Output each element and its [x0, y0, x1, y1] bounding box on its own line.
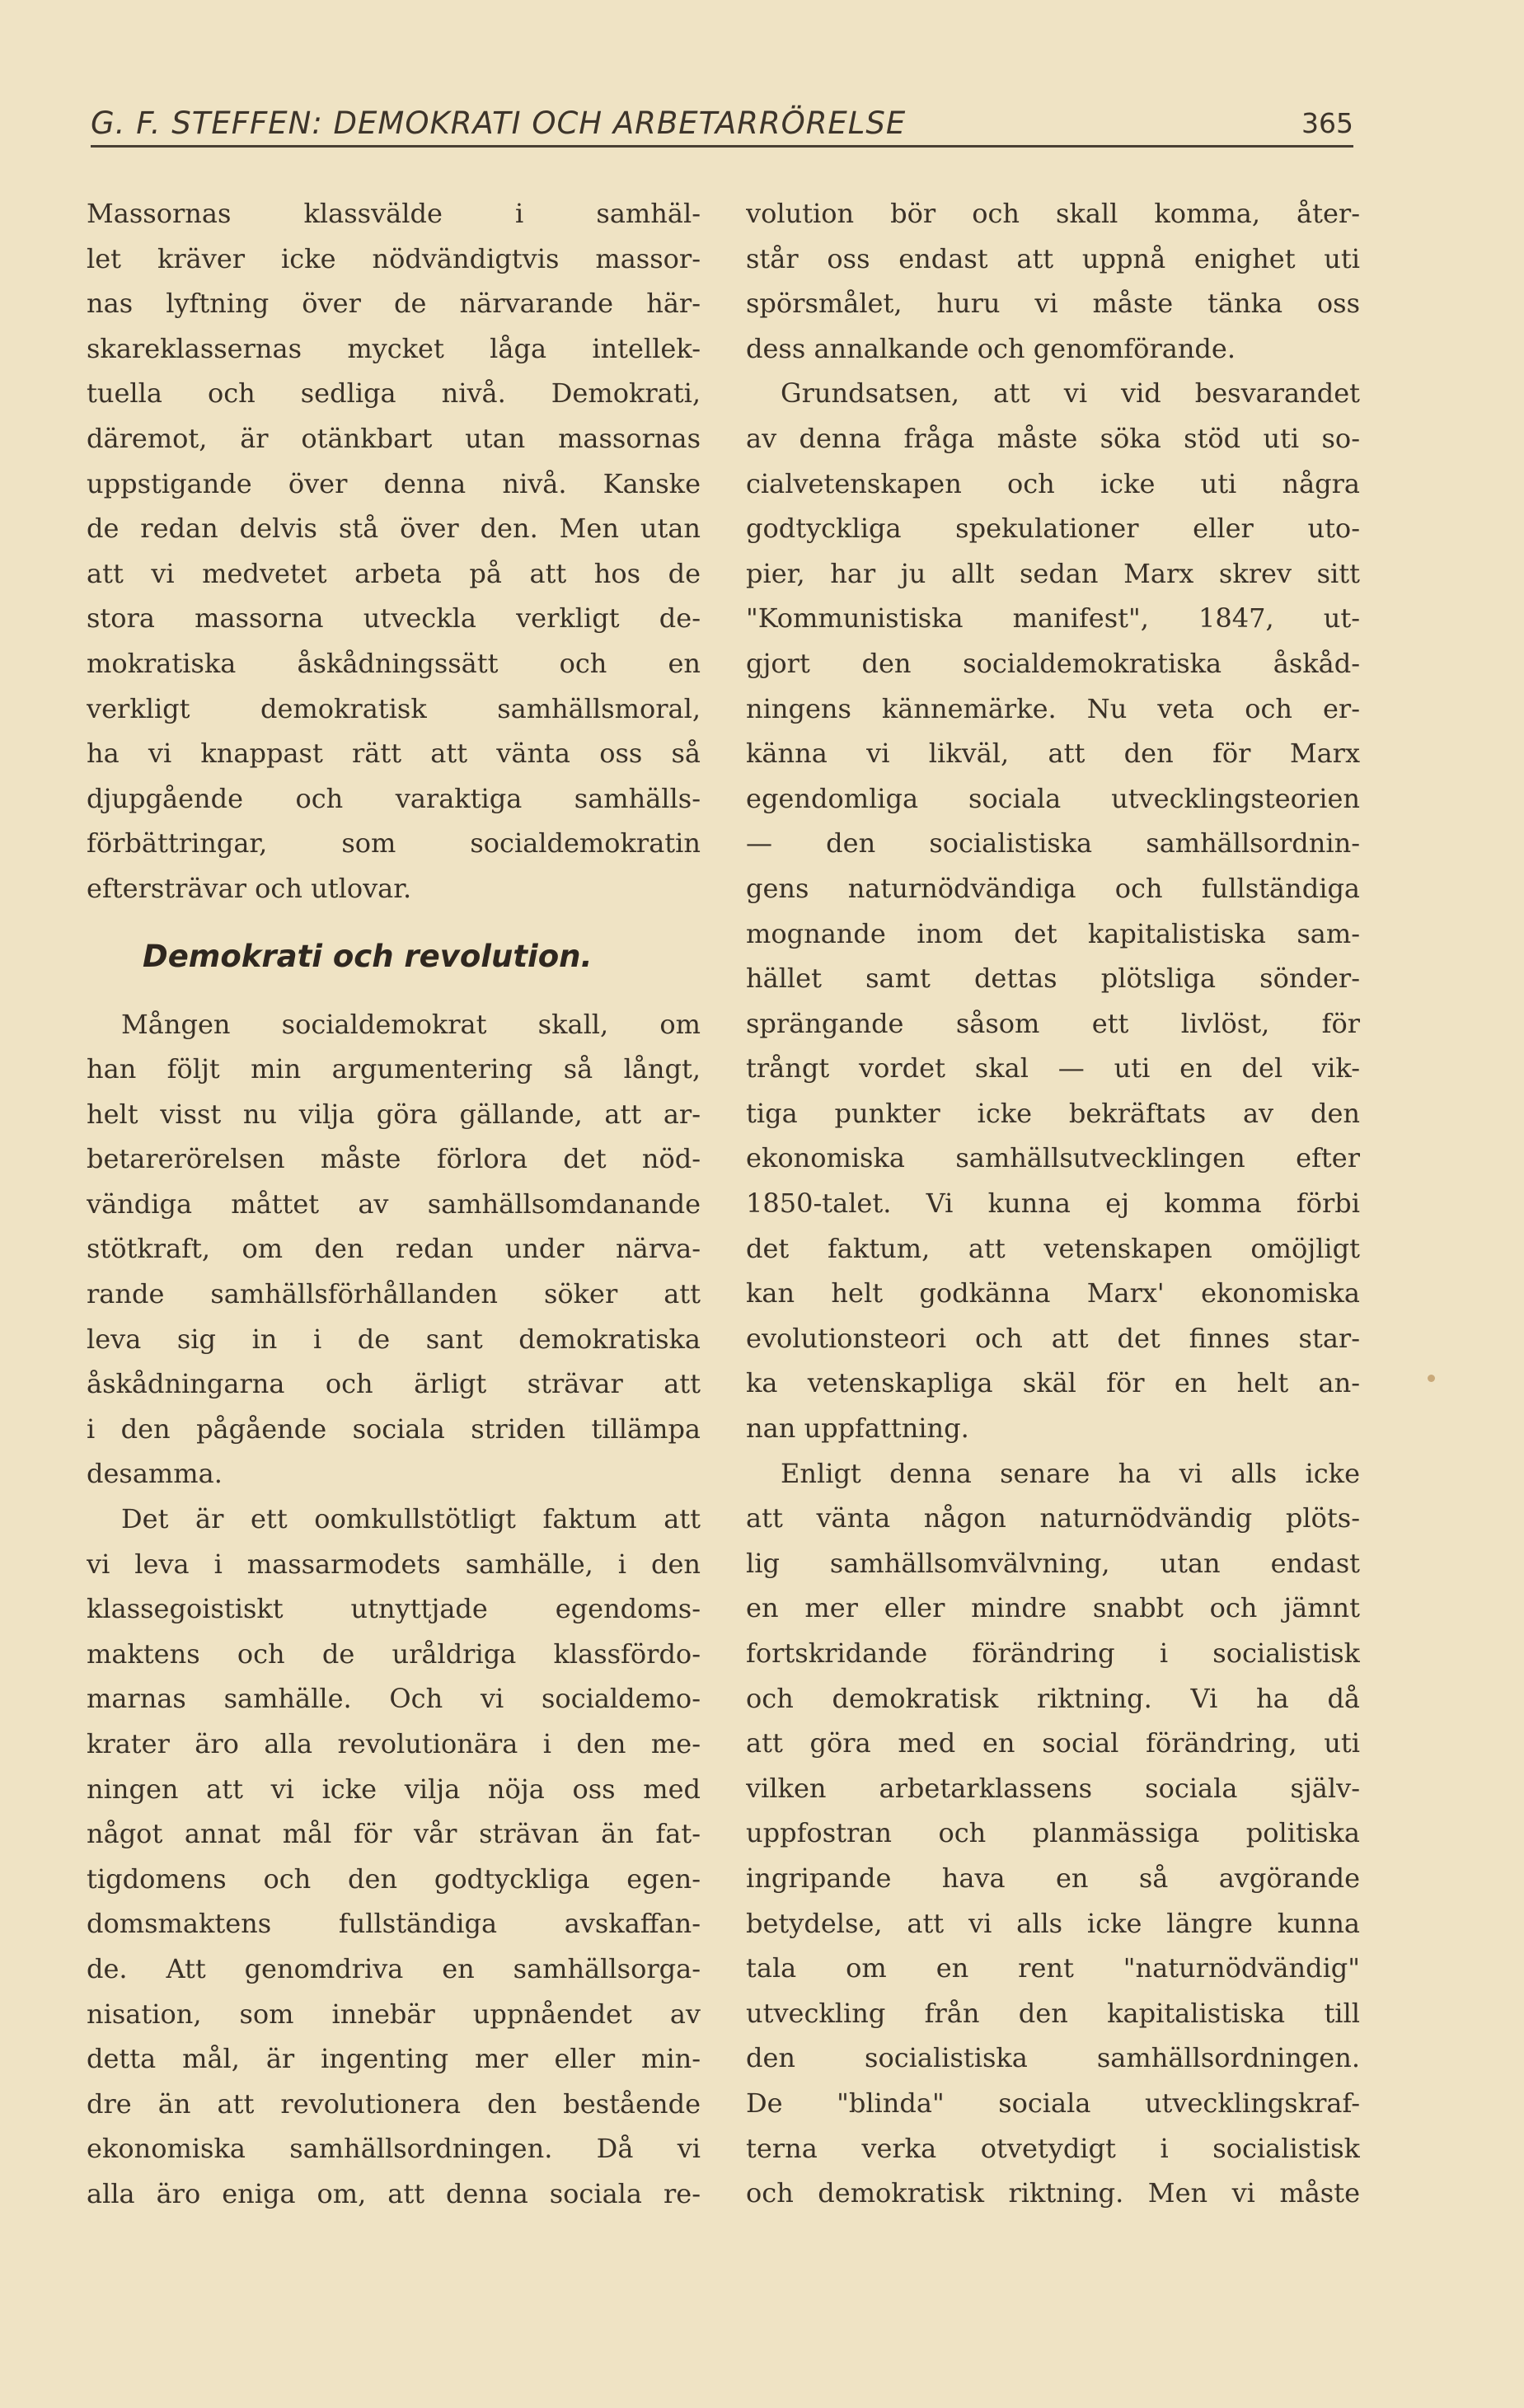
text-line: rande samhällsförhållanden söker att [87, 1278, 701, 1310]
text-line: Enligt denna senare ha vi alls icke [781, 1457, 1360, 1489]
right-column [746, 191, 1360, 2216]
text-line: i den pågående sociala striden tillämpa [87, 1412, 701, 1445]
text-line: nisation, som innebär uppnåendet av [87, 1998, 701, 2030]
text-line: det faktum, att vetenskapen omöjligt [746, 1232, 1360, 1264]
text-line: egendomliga sociala utvecklingsteorien [746, 782, 1360, 814]
text-line: tuella och sedliga nivå. Demokrati, [87, 377, 701, 410]
text-line: tala om en rent "naturnödvändig" [746, 1952, 1360, 1984]
right-paragraph-block-1 [746, 191, 1360, 1451]
text-line: ekonomiska samhällsutvecklingen efter [746, 1142, 1360, 1174]
text-line: evolutionsteori och att det finnes star- [746, 1322, 1360, 1354]
text-line: han följt min argumentering så långt, [87, 1053, 701, 1085]
text-line: betarerörelsen måste förlora det nöd- [87, 1143, 701, 1175]
text-line: ningen att vi icke vilja nöja oss med [87, 1773, 701, 1805]
text-line: den socialistiska samhällsordningen. [746, 2042, 1360, 2074]
left-paragraph-block-1 [87, 191, 701, 911]
text-line: spörsmålet, huru vi måste tänka oss [746, 288, 1360, 320]
page-number: 365 [1301, 107, 1353, 139]
text-line: Det är ett oomkullstötligt faktum att [121, 1503, 701, 1535]
left-column [87, 191, 701, 2217]
text-line: ka vetenskapliga skäl för en helt an- [746, 1367, 1360, 1399]
text-line: "Kommunistiska manifest", 1847, ut- [746, 602, 1360, 635]
text-line: tigdomens och den godtyckliga egen- [87, 1862, 701, 1895]
text-line: mokratiska åskådningssätt och en [87, 647, 701, 679]
text-line: åskådningarna och ärligt strävar att [87, 1368, 701, 1400]
text-line: vändiga måttet av samhällsomdanande [87, 1188, 701, 1220]
text-line: De "blinda" sociala utvecklingskraf- [746, 2087, 1360, 2119]
left-paragraph-block-2 [87, 1002, 701, 2217]
text-line: Massornas klassvälde i samhäl- [87, 198, 701, 229]
text-line: gens naturnödvändiga och fullständiga [746, 872, 1360, 904]
text-line: av denna fråga måste söka stöd uti so- [746, 422, 1360, 454]
text-line: lig samhällsomvälvning, utan endast [746, 1547, 1360, 1579]
text-line: cialvetenskapen och icke uti några [746, 467, 1360, 499]
text-line: dre än att revolutionera den bestående [87, 2087, 701, 2120]
right-paragraph-block-2 [746, 1451, 1360, 2216]
text-line: stötkraft, om den redan under närva- [87, 1233, 701, 1265]
text-line: leva sig in i de sant demokratiska [87, 1323, 701, 1355]
text-line: Grundsatsen, att vi vid besvarandet [781, 377, 1360, 410]
text-line: att göra med en social förändring, uti [746, 1727, 1360, 1759]
section-heading: Demokrati och revolution. [143, 938, 593, 974]
text-line: kan helt godkänna Marx' ekonomiska [746, 1277, 1360, 1309]
text-line: står oss endast att uppnå enighet uti [746, 242, 1360, 274]
text-line: helt visst nu vilja göra gällande, att ar- [87, 1098, 701, 1130]
text-line: stora massorna utveckla verkligt de- [87, 602, 701, 635]
text-line: dess annalkande och genomförande. [746, 332, 1236, 364]
text-line: de. Att genomdriva en samhällsorga- [87, 1952, 701, 1984]
text-line: utveckling från den kapitalistiska till [746, 1997, 1360, 2029]
text-line: let kräver icke nödvändigtvis massor- [87, 242, 701, 274]
text-line: att vi medvetet arbeta på att hos de [87, 557, 701, 589]
header-title: G. F. STEFFEN: DEMOKRATI OCH ARBETARRÖRELSE [91, 105, 907, 141]
text-line: känna vi likväl, att den för Marx [746, 738, 1360, 770]
text-line: mognande inom det kapitalistiska sam- [746, 917, 1360, 949]
text-line: och demokratisk riktning. Vi ha då [746, 1682, 1360, 1714]
text-line: hället samt dettas plötsliga sönder- [746, 963, 1360, 995]
text-line: förbättringar, som socialdemokratin [87, 827, 701, 860]
text-line: — den socialistiska samhällsordnin- [746, 827, 1360, 860]
text-line: vi leva i massarmodets samhälle, i den [87, 1548, 701, 1580]
text-line: godtyckliga spekulationer eller uto- [746, 513, 1360, 545]
text-line: ekonomiska samhällsordningen. Då vi [87, 2133, 701, 2165]
text-line: nan uppfattning. [746, 1412, 969, 1445]
text-line: nas lyftning över de närvarande här- [87, 288, 701, 320]
text-line: ningens kännemärke. Nu veta och er- [746, 692, 1360, 724]
text-line: eftersträvar och utlovar. [87, 872, 412, 904]
text-line: maktens och de uråldriga klassfördo- [87, 1637, 701, 1670]
text-line: att vänta någon naturnödvändig plöts- [746, 1502, 1360, 1534]
text-line: ingripande hava en så avgörande [746, 1862, 1360, 1894]
text-line: tiga punkter icke bekräftats av den [746, 1097, 1360, 1129]
text-line: volution bör och skall komma, åter- [746, 198, 1360, 229]
text-line: en mer eller mindre snabbt och jämnt [746, 1592, 1360, 1624]
text-line: vilken arbetarklassens sociala själv- [746, 1772, 1360, 1804]
text-line: trångt vordet skal — uti en del vik- [746, 1052, 1360, 1085]
text-line: något annat mål för vår strävan än fat- [87, 1818, 701, 1850]
text-line: ha vi knappast rätt att vänta oss så [87, 738, 701, 770]
text-line: djupgående och varaktiga samhälls- [87, 782, 701, 814]
text-line: 1850-talet. Vi kunna ej komma förbi [746, 1188, 1360, 1220]
text-line: terna verka otvetydigt i socialistisk [746, 2132, 1360, 2164]
text-line: de redan delvis stå över den. Men utan [87, 513, 701, 545]
text-line: och demokratisk riktning. Men vi måste [746, 2177, 1360, 2209]
text-line: uppstigande över denna nivå. Kanske [87, 467, 701, 499]
text-line: pier, har ju allt sedan Marx skrev sitt [746, 557, 1360, 589]
text-line: detta mål, är ingenting mer eller min- [87, 2043, 701, 2075]
text-line: klassegoistiskt utnyttjade egendoms- [87, 1593, 701, 1625]
running-header [91, 105, 1353, 148]
text-line: domsmaktens fullständiga avskaffan- [87, 1908, 701, 1940]
text-line: sprängande såsom ett livlöst, för [746, 1007, 1360, 1039]
text-line: fortskridande förändring i socialistisk [746, 1637, 1360, 1669]
text-line: Mången socialdemokrat skall, om [121, 1008, 701, 1040]
text-line: däremot, är otänkbart utan massornas [87, 422, 701, 454]
text-line: betydelse, att vi alls icke längre kunna [746, 1907, 1360, 1939]
text-line: krater äro alla revolutionära i den me- [87, 1728, 701, 1759]
text-line: alla äro eniga om, att denna sociala re- [87, 2177, 701, 2209]
margin-speck [1428, 1375, 1435, 1382]
text-line: skareklassernas mycket låga intellek- [87, 332, 701, 364]
text-line: marnas samhälle. Och vi socialdemo- [87, 1683, 701, 1715]
text-line: uppfostran och planmässiga politiska [746, 1817, 1360, 1849]
text-line: gjort den socialdemokratiska åskåd- [746, 647, 1360, 679]
text-line: desamma. [87, 1458, 223, 1490]
text-line: verkligt demokratisk samhällsmoral, [87, 692, 701, 724]
